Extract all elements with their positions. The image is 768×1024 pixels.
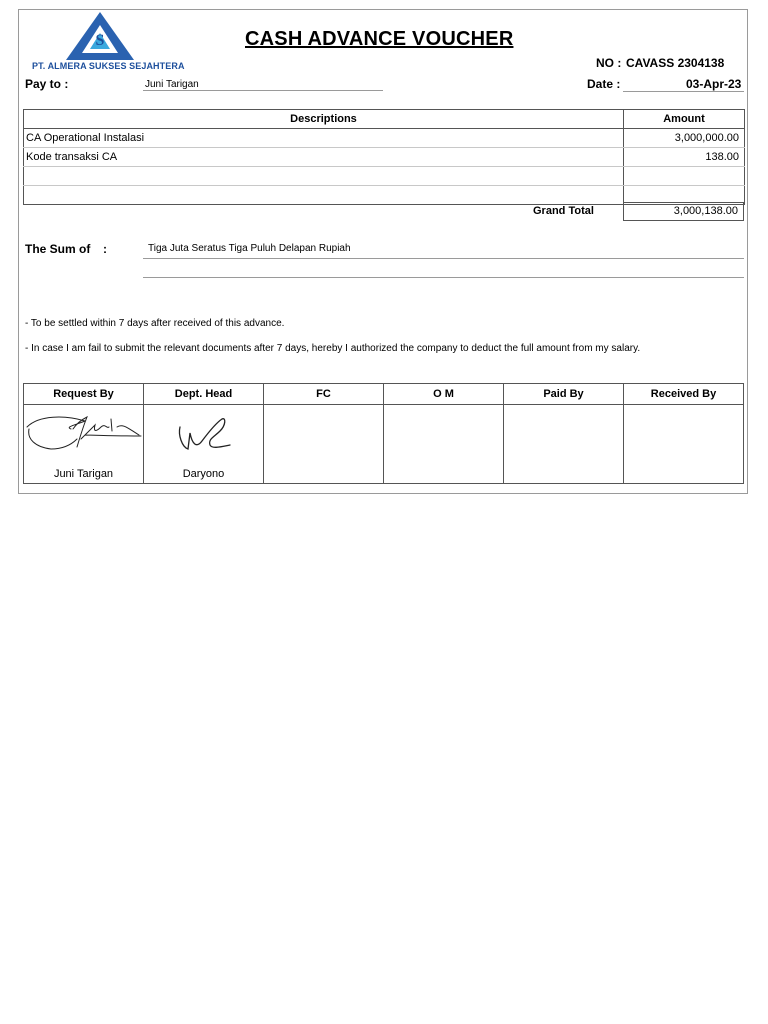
om-cell	[384, 405, 504, 484]
date-value: 03-Apr-23	[686, 77, 742, 91]
item-amount: 138.00	[624, 148, 745, 167]
grand-total-label: Grand Total	[533, 205, 594, 217]
pay-to-label: Pay to :	[25, 77, 69, 91]
om-header: O M	[384, 384, 504, 405]
description-header: Descriptions	[24, 110, 624, 129]
date-label: Date :	[587, 77, 621, 91]
signature-body-row	[24, 405, 744, 484]
amount-header: Amount	[624, 110, 745, 129]
signature-header-row	[24, 384, 744, 405]
fc-cell	[264, 405, 384, 484]
voucher-no-value: CAVASS 2304138	[626, 56, 725, 70]
dept-head-name: Daryono	[182, 468, 225, 480]
dept-head-header: Dept. Head	[144, 384, 264, 405]
sum-in-words: Tiga Juta Seratus Tiga Puluh Delapan Rupiah	[148, 243, 351, 254]
sum-underline-1	[143, 258, 744, 259]
fc-header: FC	[264, 384, 384, 405]
svg-text:S: S	[95, 32, 105, 49]
dept-head-signature	[174, 409, 234, 453]
table-row	[24, 167, 745, 186]
dept-head-cell	[144, 405, 264, 484]
sum-colon: :	[103, 242, 107, 256]
paid-by-cell	[504, 405, 624, 484]
item-description	[24, 167, 624, 186]
voucher-no-label: NO :	[596, 56, 622, 70]
item-amount	[624, 167, 745, 186]
request-by-name: Juni Tarigan	[53, 468, 114, 480]
request-by-header: Request By	[24, 384, 144, 405]
request-by-signature	[25, 409, 143, 453]
items-table-header	[24, 110, 745, 129]
received-by-header: Received By	[624, 384, 744, 405]
items-table	[23, 109, 745, 205]
item-amount: 3,000,000.00	[624, 129, 745, 148]
item-description	[24, 186, 624, 205]
pay-to-value: Juni Tarigan	[145, 79, 199, 90]
date-underline	[623, 91, 744, 92]
received-by-cell	[624, 405, 744, 484]
sum-underline-2	[143, 277, 744, 278]
item-description: CA Operational Instalasi	[24, 129, 624, 148]
signature-table	[23, 383, 744, 484]
grand-total-value: 3,000,138.00	[623, 202, 744, 221]
sum-label: The Sum of	[25, 242, 91, 256]
request-by-cell	[24, 405, 144, 484]
note-deduction: - In case I am fail to submit the relevant documents after 7 days, hereby I authorized the company to deduct the full amount from my salary.	[25, 343, 641, 354]
voucher-title: CASH ADVANCE VOUCHER	[245, 28, 514, 50]
company-logo	[60, 11, 140, 61]
note-settlement: - To be settled within 7 days after received of this advance.	[25, 318, 285, 329]
item-description: Kode transaksi CA	[24, 148, 624, 167]
paid-by-header: Paid By	[504, 384, 624, 405]
table-row	[24, 148, 745, 167]
table-row	[24, 129, 745, 148]
company-name: PT. ALMERA SUKSES SEJAHTERA	[32, 61, 185, 71]
pay-to-underline	[143, 90, 383, 91]
